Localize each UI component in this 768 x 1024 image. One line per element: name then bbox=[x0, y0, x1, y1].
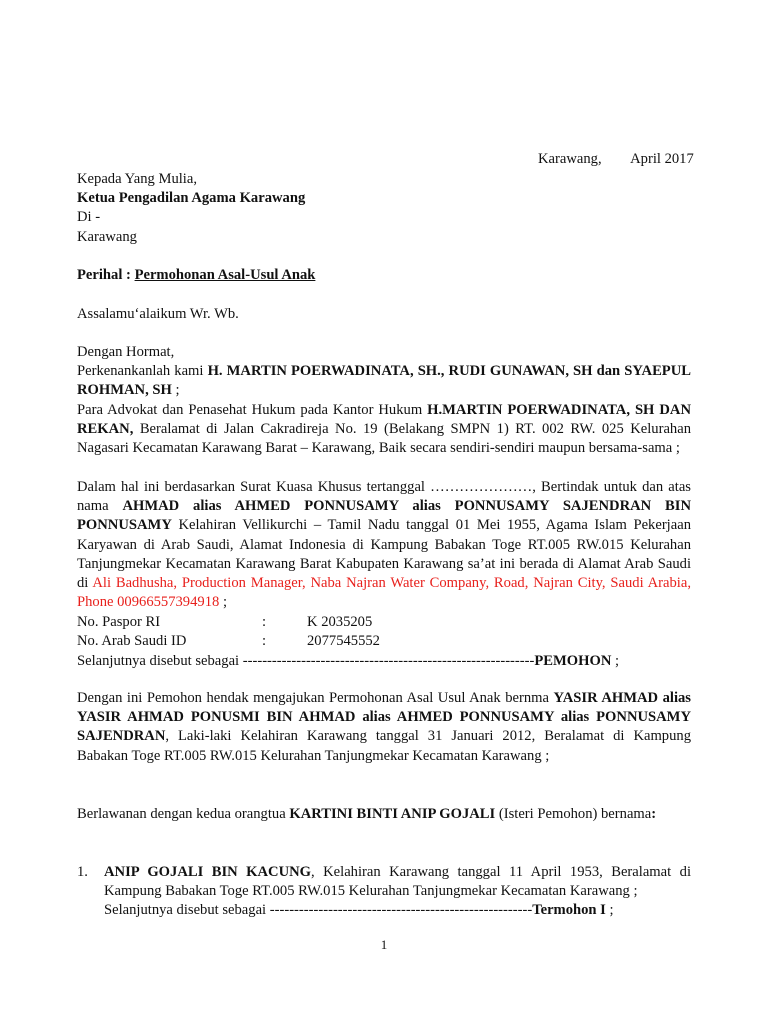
id-row-passport bbox=[77, 613, 691, 633]
p3-mid: Kelahiran Vellikurchi – Tamil Nadu tanggal 01 Mei 1955, Agama Islam Pekerjaan Karyawan di Arab Saudi, Alamat Indonesia di Kampung Babakan Toge RT.005 RW.015 Kelurahan Tanjungmekar Kecamatan Karawang Barat Kabupaten Karawang sa’at ini berada di Alamat Arab Saudi di bbox=[77, 517, 691, 592]
subject-label: Perihal : bbox=[77, 267, 131, 283]
id-value: K 2035205 bbox=[307, 614, 373, 630]
id-label: No. Arab Saudi ID bbox=[77, 633, 187, 649]
termohon-pre: Selanjutnya disebut sebagai ------------------------------------------------------ bbox=[104, 902, 533, 919]
paragraph-office bbox=[77, 401, 691, 459]
pemohon-pre: Selanjutnya disebut sebagai ------------------------------------------------------------ bbox=[77, 653, 535, 669]
p5-mid: (Isteri Pemohon) bernama bbox=[498, 806, 652, 822]
p5-colon: : bbox=[651, 806, 657, 822]
p3-saudi-address: Ali Badhusha, Production Manager, Naba Najran Water Company, Road, Najran City, Saudi Arabia, Phone 00966557394918 bbox=[77, 575, 691, 611]
paragraph-child bbox=[77, 689, 691, 766]
p3-name: AHMAD alias AHMED PONNUSAMY alias PONNUSAMY SAJENDRAN BIN PONNUSAMY bbox=[77, 498, 691, 534]
termohon-post: ; bbox=[609, 902, 614, 919]
id-separator: : bbox=[262, 633, 267, 649]
id-separator: : bbox=[262, 614, 267, 630]
id-value: 2077545552 bbox=[307, 633, 380, 649]
p1-pre: Perkenankanlah kami bbox=[77, 363, 204, 379]
addressee-line4: Karawang bbox=[77, 228, 137, 245]
pemohon-line bbox=[77, 652, 691, 671]
p5-name: KARTINI BINTI ANIP GOJALI bbox=[289, 806, 496, 822]
greeting: Dengan Hormat, bbox=[77, 344, 175, 360]
addressee-block bbox=[77, 170, 691, 247]
pemohon-post: ; bbox=[615, 653, 620, 669]
p4-post: , Laki-laki Kelahiran Karawang tanggal 31 Januari 2012, Beralamat di Kampung Babakan Toge RT.005 RW.015 Kelurahan Tanjungmekar Kecamatan Karawang ; bbox=[77, 728, 691, 764]
paragraph-parents bbox=[77, 805, 691, 824]
p2-firm: H.MARTIN POERWADINATA, SH DAN REKAN, bbox=[77, 402, 691, 438]
item-body bbox=[104, 863, 691, 921]
p4-pre: Dengan ini Pemohon hendak mengajukan Permohonan Asal Usul Anak bernma bbox=[77, 690, 549, 706]
place: Karawang, bbox=[538, 151, 602, 167]
p3-post: ; bbox=[222, 594, 228, 611]
paragraph-counsel bbox=[77, 362, 691, 400]
item-name: ANIP GOJALI BIN KACUNG bbox=[104, 864, 312, 880]
termohon-line bbox=[104, 901, 691, 920]
subject-text: Permohonan Asal-Usul Anak bbox=[134, 267, 316, 283]
id-label: No. Paspor RI bbox=[77, 614, 161, 630]
date: April 2017 bbox=[630, 151, 694, 167]
subject-line bbox=[77, 266, 691, 285]
addressee-line1: Kepada Yang Mulia, bbox=[77, 171, 197, 187]
paragraph-applicant bbox=[77, 478, 691, 612]
item-desc: , Kelahiran Karawang tanggal 11 April 1953, Beralamat di Kampung Babakan Toge RT.005 RW.015 Kelurahan Tanjungmekar Kecamatan Karawang ; bbox=[104, 864, 691, 900]
p2-pre: Para Advokat dan Penasehat Hukum pada Kantor Hukum bbox=[77, 402, 423, 418]
p4-name: YASIR AHMAD alias YASIR AHMAD PONUSMI BIN AHMAD alias AHMED PONNUSAMY alias PONNUSAMY SAJENDRAN bbox=[77, 690, 691, 745]
p3-pre: Dalam hal ini berdasarkan Surat Kuasa Khusus tertanggal …………………, Bertindak untuk dan atas nama bbox=[77, 479, 691, 515]
p1-names: H. MARTIN POERWADINATA, SH., RUDI GUNAWAN, SH dan SYAEPUL ROHMAN, SH bbox=[77, 363, 691, 399]
p5-pre: Berlawanan dengan kedua orangtua bbox=[77, 806, 286, 822]
p1-post: ; bbox=[175, 382, 180, 399]
p2-post: Beralamat di Jalan Cakradireja No. 19 (Belakang SMPN 1) RT. 002 RW. 025 Kelurahan Nagasari Kecamatan Karawang Barat – Karawang, Baik secara sendiri-sendiri maupun bersama-sama ; bbox=[77, 421, 692, 457]
addressee-line2: Ketua Pengadilan Agama Karawang bbox=[77, 190, 306, 207]
salutation: Assalamu‘alaikum Wr. Wb. bbox=[77, 306, 239, 322]
page-number: 1 bbox=[380, 937, 388, 952]
item-number: 1. bbox=[77, 864, 88, 880]
item-text bbox=[104, 863, 691, 901]
id-row-saudi bbox=[77, 632, 691, 652]
addressee-line3: Di - bbox=[77, 209, 101, 226]
date-line bbox=[538, 150, 694, 169]
pemohon-role: PEMOHON bbox=[534, 653, 612, 669]
termohon-role: Termohon I bbox=[532, 902, 606, 919]
